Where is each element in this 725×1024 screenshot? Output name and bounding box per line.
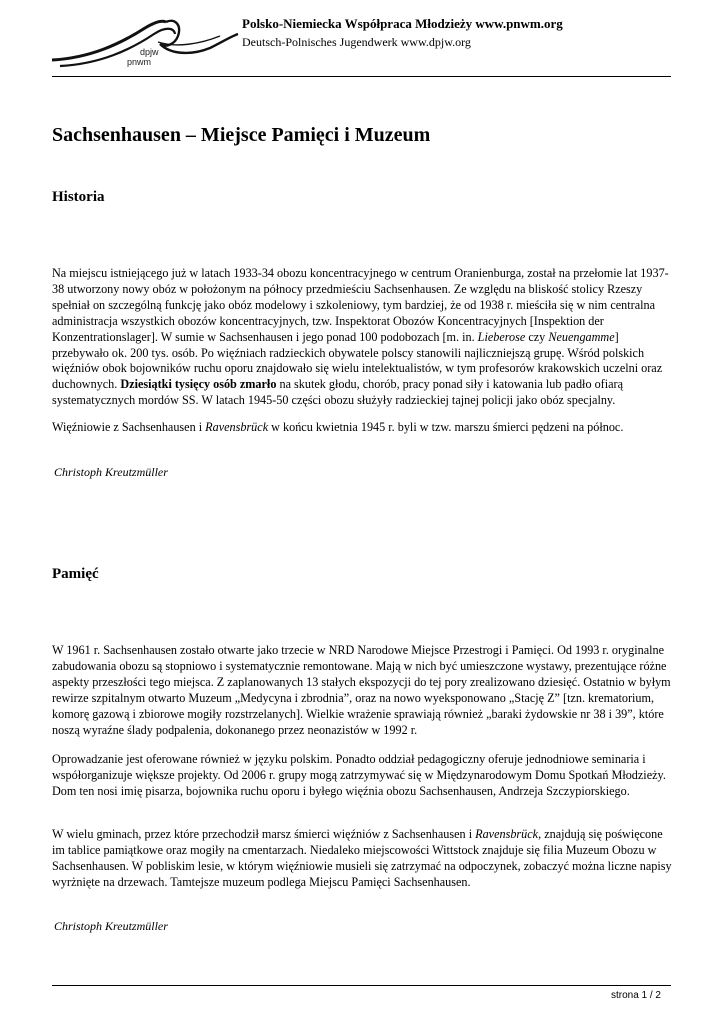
section-heading-historia: Historia <box>52 189 105 205</box>
footer-divider <box>52 985 671 986</box>
bold-emphasis: Dziesiątki tysięcy osób zmarło <box>120 377 277 392</box>
text-run: na skutek głodu, chorób, pracy ponad siły i katowania lub padło ofiarą systematycznych mordów SS. W latach 1945-50 części obozu służyły radzieckiej tajnej policji jako obóz specjalny. <box>52 377 623 408</box>
italic-place-name: Neuengamme <box>548 329 615 344</box>
header-org-dpjw: Deutsch-Polnisches Jugendwerk www.dpjw.org <box>242 35 471 49</box>
historia-author: Christoph Kreutzmüller <box>54 465 168 479</box>
pamiec-paragraph-2: Oprowadzanie jest oferowane również w języku polskim. Ponadto oddział pedagogiczny oferuje jednodniowe seminaria i współorganizuje większe projekty. Od 2006 r. grupy mogą zatrzymywać się w Międzynarodowym Domu Spotkań Młodzieży. Dom ten nosi imię pisarza, bojownika ruchu oporu i byłego więźnia obozu Sachsenhausen, Andrzeja Szczypiorskiego. <box>52 752 666 798</box>
text-run: Na miejscu istniejącego już w latach 1933-34 obozu koncentracyjnego w centrum Oranienburga, został na przełomie lat 1937-38 utworzony nowy obóz w położonym na północy przedmieściu Sachsenhausen. Ze względu na bliskość stolicy Rzeszy spełniał on szczególną funkcję jako obóz modelowy i szkoleniowy, tym bardziej, że od 1938 r. mieściła się w nim centralna administracja wszystkich obozów koncentracyjnych, tzw. Inspektorat Obozów Koncentracyjnych [Inspektion der Konzentrationslager]. W sumie w Sachsenhausen i jego ponad 100 podobozach [m. in. <box>52 266 669 344</box>
header-org-pnwm: Polsko-Niemiecka Współpraca Młodzieży www.pnwm.org <box>242 16 563 31</box>
text-run: Więźniowie z Sachsenhausen i <box>52 420 206 434</box>
italic-place-name: Ravensbrück <box>475 827 539 841</box>
pamiec-paragraph-3 <box>52 827 672 891</box>
logo-text-dpjw: dpjw <box>140 47 159 57</box>
pamiec-paragraph-1: W 1961 r. Sachsenhausen zostało otwarte jako trzecie w NRD Narodowe Miejsce Przestrogi i Pamięci. Od 1993 r. oryginalne zabudowania obozu są stopniowo i systematycznie remontowane. Mają w nich być umieszczone wystawy, prezentujące różne aspekty przeszłości tego miejsca. Z zaplanowanych 13 stałych ekspozycji do tej pory zrealizowano dziesięć. Ostatnio w byłym rewirze szpitalnym otwarto Muzeum „Medycyna i zbrodnia”, oraz na nowo wyeksponowano „Stację Z” [tzn. krematorium, komorę gazową i zbiorowe mogiły rozstrzelanych]. Wielkie wrażenie sprawiają również „baraki żydowskie nr 38 i 39”, które noszą wyraźne ślady podpalenia, dokonanego przez neonazistów w 1992 r. <box>52 643 671 737</box>
text-run: W wielu gminach, przez które przechodził marsz śmierci więźniów z Sachsenhausen i <box>52 827 476 841</box>
logo-text-pnwm: pnwm <box>127 57 152 67</box>
page-number: strona 1 / 2 <box>610 990 661 1001</box>
dpjw-logo <box>50 14 240 70</box>
section-heading-pamiec: Pamięć <box>52 566 99 582</box>
historia-paragraph-1 <box>52 266 672 409</box>
page-title: Sachsenhausen – Miejsce Pamięci i Muzeum <box>52 124 431 146</box>
text-run: ] przebywało ok. 200 tys. osób. Po więźniach radzieckich obywatele polscy stanowili najliczniejszą grupę. Wśród polskich więźniów obok bojowników ruchu oporu znajdowało się wielu intelektualistów, w tym profesorów krakowskich uczelni oraz duchownych. <box>52 329 663 392</box>
text-run: czy <box>525 329 549 344</box>
text-run: , znajdują się poświęcone im tablice pamiątkowe oraz mogiły na cmentarzach. Niedaleko miejscowości Wittstock znajduje się filia Muzeum Obozu w Sachsenhausen. W pobliskim lesie, w którym więźniowie musieli się zatrzymać na odpoczynek, zobaczyć można liczne napisy wyrżnięte na drzewach. Tamtejsze muzeum podlega Miejscu Pamięci Sachsenhausen. <box>52 827 672 889</box>
italic-place-name: Ravensbrück <box>205 420 269 434</box>
italic-place-name: Lieberose <box>477 329 526 344</box>
pamiec-author: Christoph Kreutzmüller <box>54 919 168 933</box>
historia-paragraph-2 <box>52 420 672 436</box>
text-run: w końcu kwietnia 1945 r. byli w tzw. marszu śmierci pędzeni na północ. <box>268 420 624 434</box>
header-divider <box>52 76 671 77</box>
